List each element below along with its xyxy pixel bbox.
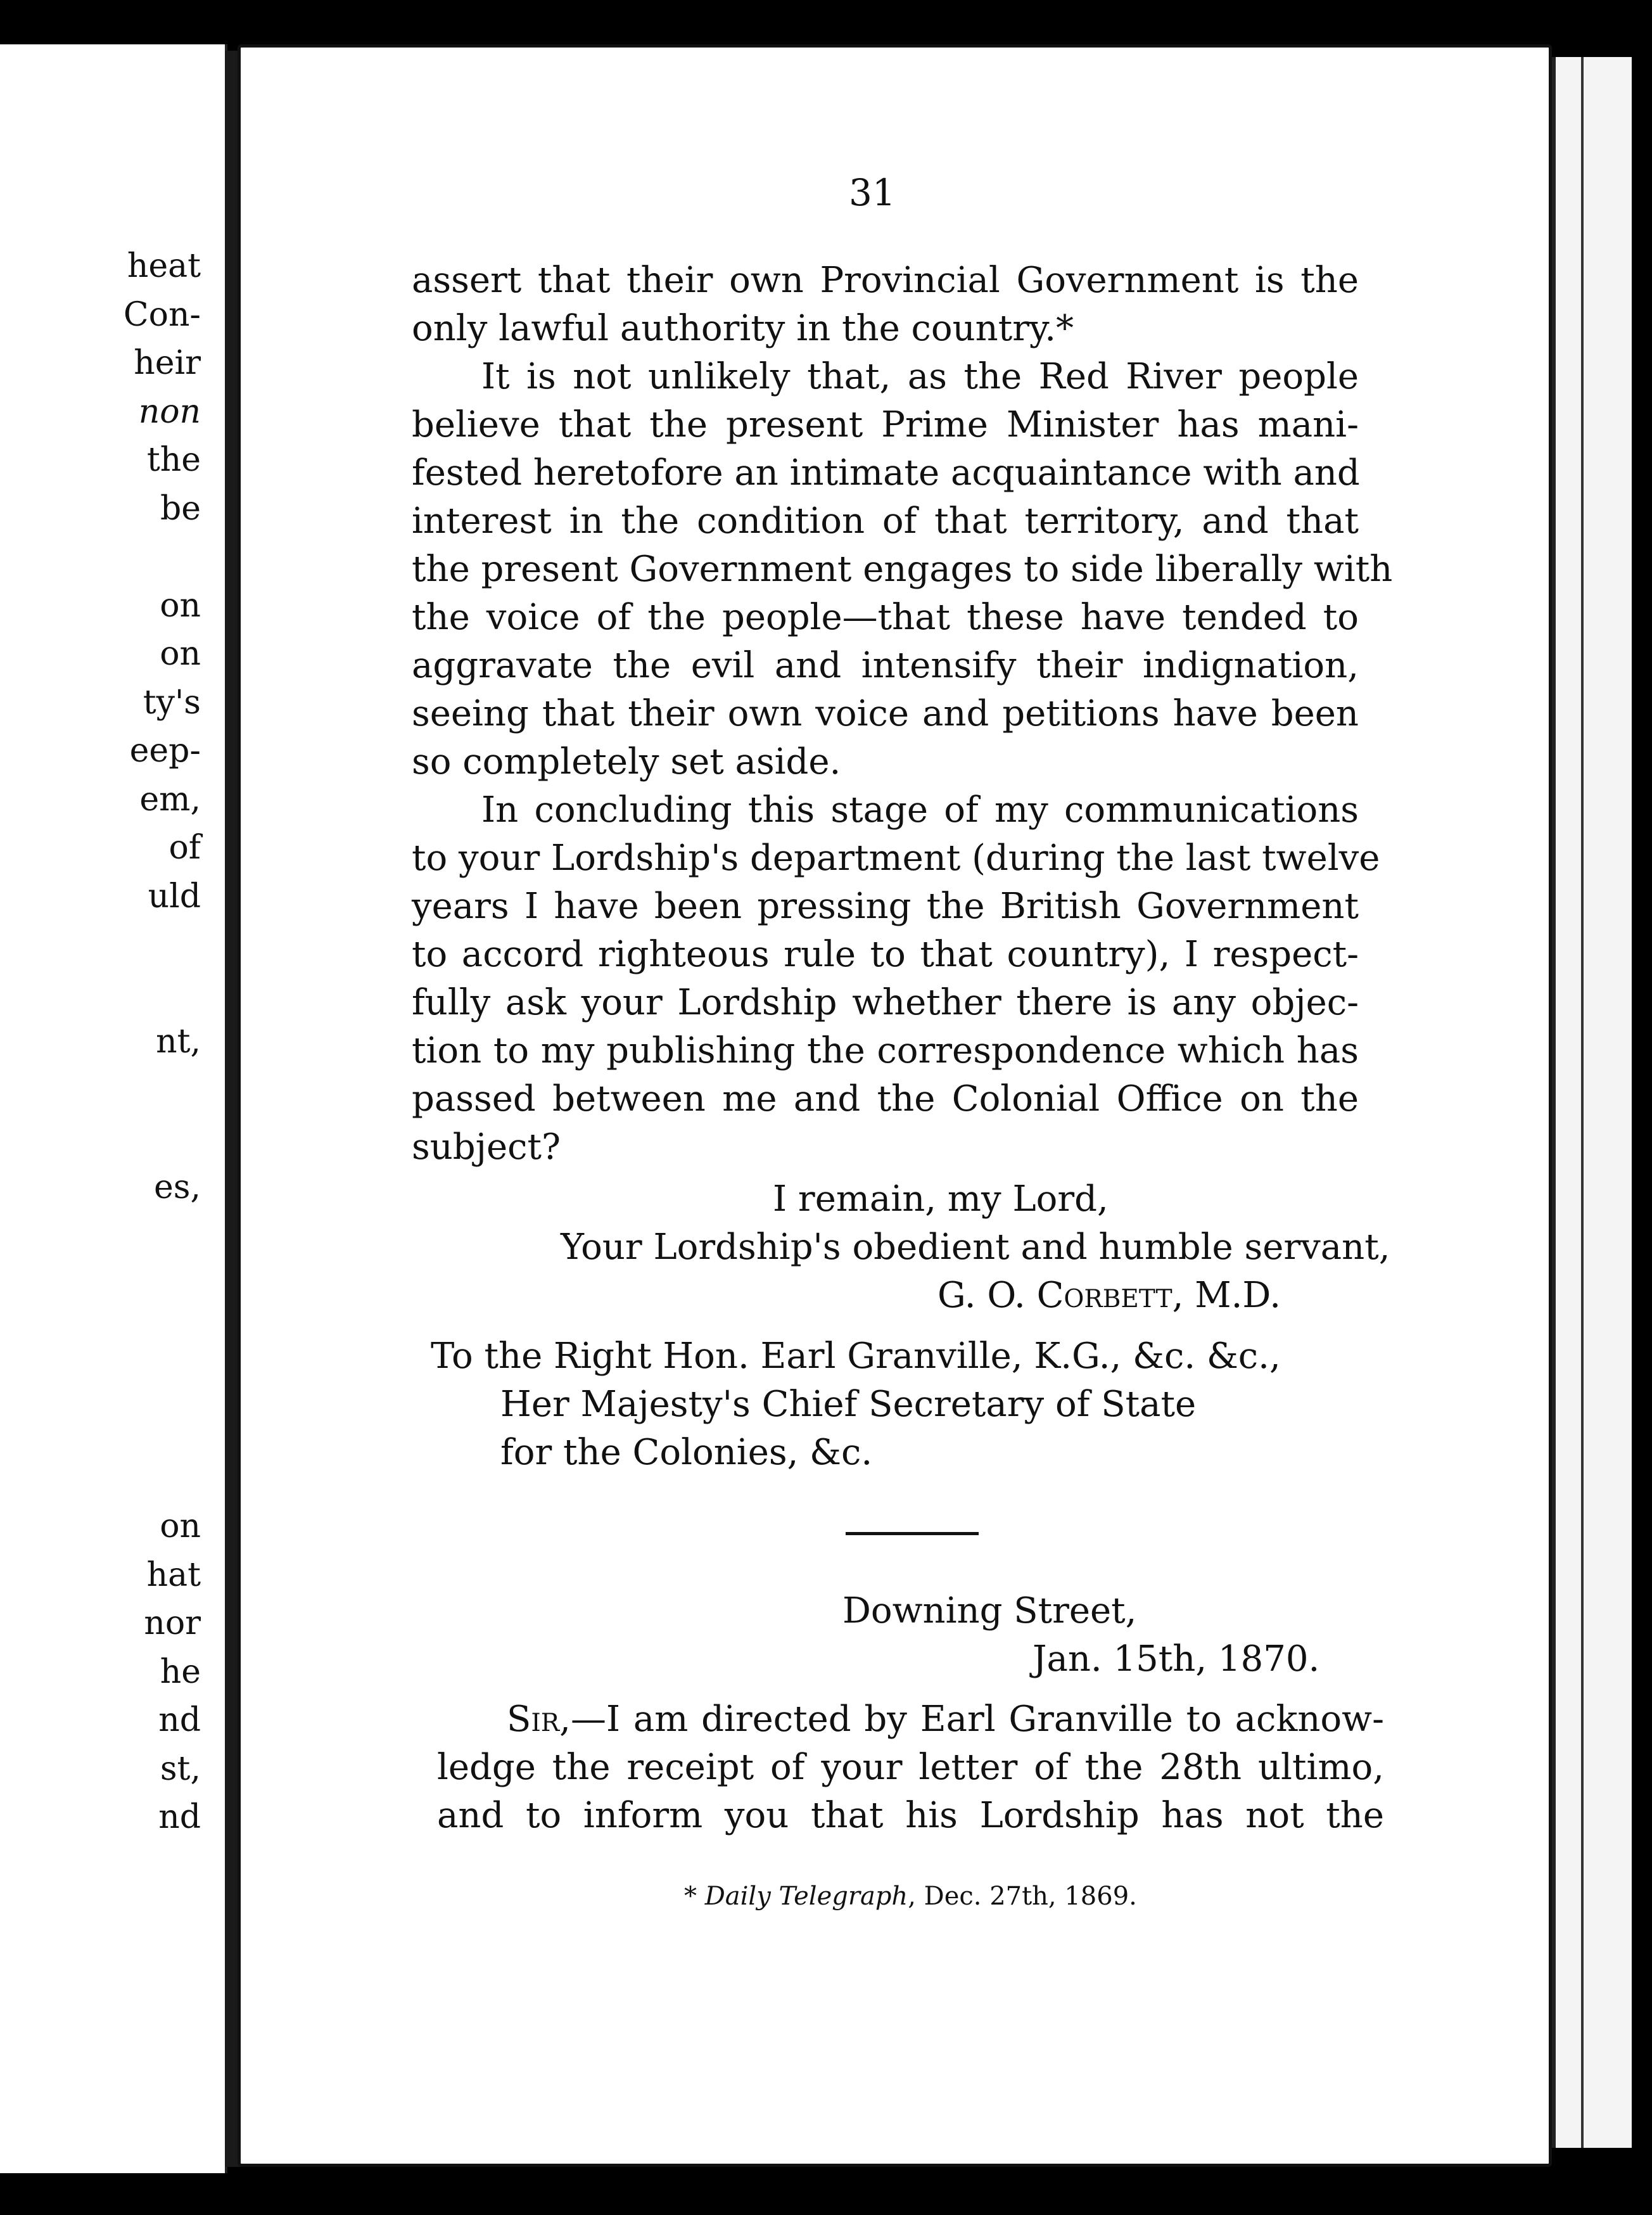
text-line: seeing that their own voice and petitions have been — [412, 693, 1359, 734]
footnote-marker: * — [684, 1882, 705, 1911]
left-page-fragment — [0, 1259, 225, 1310]
left-page-fragment — [0, 1210, 225, 1261]
text-line: the voice of the people—that these have tended to — [412, 597, 1359, 638]
text-line: to accord righteous rule to that country), I respect- — [412, 934, 1359, 975]
left-page-fragment — [0, 1356, 225, 1407]
signature-surname: Corbett — [1036, 1275, 1172, 1316]
footnote-source: Daily Telegraph — [704, 1882, 908, 1911]
left-page-fragment: em, — [139, 780, 201, 819]
text-line: the present Government engages to side liberally with — [412, 549, 1393, 590]
left-page-fragment — [0, 1404, 225, 1455]
left-page-fragment: nor — [144, 1604, 201, 1642]
left-page-fragment: st, — [160, 1749, 201, 1788]
left-page-fragment: ty's — [143, 683, 201, 722]
left-page-fragment: uld — [148, 877, 201, 916]
left-page-fragment: the — [146, 441, 201, 479]
text-line: aggravate the evil and intensify their indignation, — [412, 645, 1359, 686]
left-page-fragment: non — [138, 392, 201, 431]
text-line: believe that the present Prime Minister has mani- — [412, 404, 1359, 445]
signature-suffix: , M.D. — [1172, 1275, 1281, 1316]
left-page-fragment: nd — [158, 1701, 201, 1739]
left-page-fragment: on — [160, 635, 201, 673]
text-line: subject? — [412, 1127, 561, 1168]
page-edge-stack — [1552, 57, 1632, 2148]
left-page-fragment — [0, 919, 225, 970]
left-page-fragment: nd — [158, 1798, 201, 1836]
reply-salutation: Sir — [507, 1699, 560, 1740]
left-page-fragment — [0, 1065, 225, 1116]
left-page-fragment: hat — [146, 1555, 201, 1594]
reply-place: Downing Street, — [842, 1590, 1137, 1631]
addressee-line-2: Her Majesty's Chief Secretary of State — [500, 1384, 1197, 1425]
left-page-fragment: on — [160, 1507, 201, 1545]
text-line: tion to my publishing the correspondence which has — [412, 1030, 1359, 1071]
reply-line-3: and to inform you that his Lordship has not the — [437, 1795, 1384, 1836]
closing-servant: Your Lordship's obedient and humble servant, — [561, 1227, 1390, 1268]
left-page-fragment — [0, 1113, 225, 1164]
left-page-fragment — [0, 1307, 225, 1358]
reply-line-2: ledge the receipt of your letter of the 28th ultimo, — [437, 1747, 1384, 1788]
signature-initials: G. O. — [937, 1275, 1037, 1316]
left-page-fragment: be — [160, 489, 201, 528]
previous-page-edge — [0, 44, 227, 2173]
left-page-fragment — [0, 968, 225, 1019]
text-line: In concluding this stage of my communications — [481, 789, 1359, 831]
text-line: to your Lordship's department (during the last twelve — [412, 838, 1380, 879]
footnote — [684, 1882, 1137, 1911]
text-line: years I have been pressing the British Government — [412, 886, 1359, 927]
left-page-fragment — [0, 1453, 225, 1503]
text-line: so completely set aside. — [412, 741, 841, 782]
page-number: 31 — [849, 171, 896, 214]
text-line: interest in the condition of that territory, and that — [412, 501, 1359, 542]
left-page-fragment: nt, — [156, 1023, 201, 1061]
left-page-fragment: he — [160, 1652, 201, 1691]
addressee-line-1: To the Right Hon. Earl Granville, K.G., &c. &c., — [431, 1336, 1281, 1377]
closing-remain: I remain, my Lord, — [773, 1178, 1109, 1220]
left-page-fragment: eep- — [129, 732, 201, 770]
left-page-fragment: Con- — [123, 295, 201, 334]
footnote-date: , Dec. 27th, 1869. — [908, 1882, 1137, 1911]
text-line: fested heretofore an intimate acquaintance with and — [412, 452, 1360, 494]
left-page-fragment: heir — [134, 344, 201, 382]
section-divider — [846, 1532, 979, 1535]
signature — [937, 1275, 1281, 1316]
text-line: fully ask your Lordship whether there is any objec- — [412, 982, 1359, 1023]
addressee-line-3: for the Colonies, &c. — [500, 1432, 873, 1473]
left-page-fragment: heat — [127, 247, 201, 285]
left-page-fragment: es, — [154, 1168, 201, 1206]
text-line: It is not unlikely that, as the Red River people — [481, 356, 1359, 397]
reply-date: Jan. 15th, 1870. — [1032, 1638, 1320, 1680]
text-line: assert that their own Provincial Government is the — [412, 260, 1359, 301]
reply-line-1-text: ,—I am directed by Earl Granville to acknow- — [559, 1699, 1384, 1740]
text-line: only lawful authority in the country.* — [412, 308, 1074, 349]
left-page-fragment: of — [168, 829, 201, 867]
reply-line-1 — [437, 1695, 1384, 1744]
left-page-fragment: on — [160, 586, 201, 625]
text-line: passed between me and the Colonial Office on the — [412, 1078, 1359, 1120]
left-page-fragment — [0, 532, 225, 582]
